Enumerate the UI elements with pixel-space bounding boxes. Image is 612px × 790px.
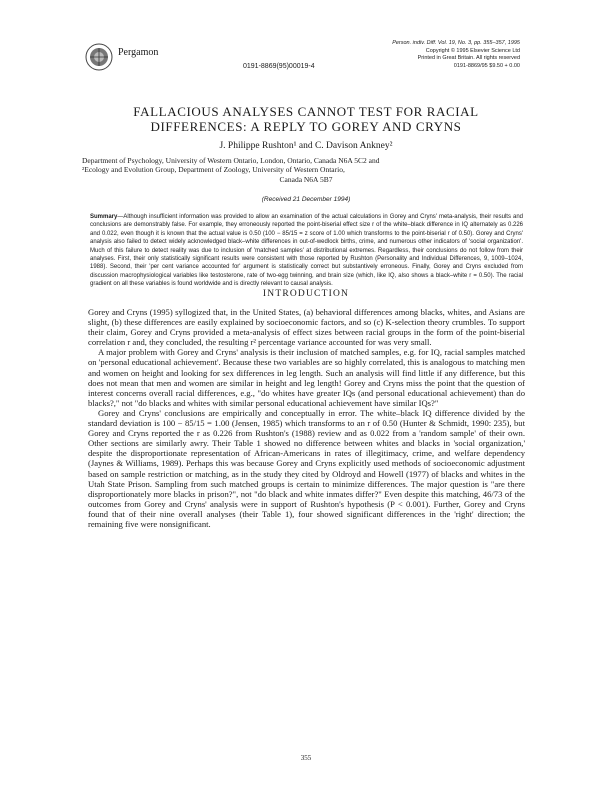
paragraph-3: Gorey and Cryns' conclusions are empirically and conceptually in error. The white–black IQ difference divided by the standard deviation is 100 − 85/15 = 1.00 (Jensen, 1985) which transforms to an r of 0.50 (Hunter & Schmidt, 1990: 235), but Gorey and Cryns reported the r as 0.226 from Rushton's (1988) review and as 0.022 from a 'random sample' of their own. Other sections are similarly awry. Their Table 1 showed no difference between whites and blacks in 'social organization,' despite the disproportionate representation of African-Americans in rates of illegitimacy, crime, and welfare dependency (Jaynes & Williams, 1989). Perhaps this was because Gorey and Cryns explicitly used methods of socioeconomic adjustment based on sample restriction or matching, as in the study they cited by Oldroyd and Howell (1977) of blacks and whites in the Utah State Prison. Sampling from such matched groups is certain to minimize differences. The major question is "are there disproportionately more blacks in prison?", not "do black and white inmates differ?" Even despite this matching, 46/73 of the outcomes from Gorey and Cryns' analysis were in support of Rushton's hypothesis (P < 0.001). Further, Gorey and Cryns found that of their nine overall analyses (their Table 1), four showed significant differences in the 'right' direction; the remaining five were nonsignificant. [88, 407, 525, 529]
title-line-2: DIFFERENCES: A REPLY TO GOREY AND CRYNS [150, 119, 462, 134]
abstract-label: Summary [90, 214, 118, 220]
received-date: (Received 21 December 1994) [261, 196, 351, 203]
journal-info [350, 40, 520, 70]
doi-code: 0191-8869(95)00019-4 [243, 63, 315, 70]
abstract-text: —Although insufficient information was provided to allow an examination of the actual calculations in Gorey and Cryns' meta-analysis, their results and conclusions are demonstrably false. For example, they erroneously reported the point-biserial effect size r of the white–black difference in IQ alternately as 0.226 and 0.022, even though it is known that the actual value is 0.50 (100 − 85/15 = z score of 1.00 which transforms to the point-biserial r of 0.50). Gorey and Cryns' analysis also failed to detect widely acknowledged black–white differences in out-of-wedlock births, crime, and numerous other indicators of 'social organization'. Much of this failure to detect reality was due to inclusion of 'matched samples' at distributional extremes. Regardless, their conclusions do not follow from their analyses. First, their only statistically significant results were consistent with those reported by Rushton (Personality and Individual Differences, 9, 1009–1024, 1988). Second, their 'per cent variance accounted for' argument is statistically correct but substantively erroneous. Finally, Gorey and Cryns excluded from discussion macrophysiological variables like testosterone, rate of two-egg twinning, and brain size (which, like IQ, also shows a black–white r = 0.50). The racial gradient on all these variables is found worldwide and is directly relevant to causal analysis. [90, 214, 523, 288]
printed-line: Printed in Great Britain. All rights reserved [417, 55, 520, 62]
price-code: 0191-8869/95 $9.50 + 0.00 [453, 62, 520, 69]
journal-citation: Person. indiv. Diff. Vol. 19, No. 3, pp. 355–357, 1995 [392, 40, 520, 46]
pergamon-logo-icon [84, 42, 114, 72]
section-heading: INTRODUCTION [262, 289, 350, 299]
title-line-1: FALLACIOUS ANALYSES CANNOT TEST FOR RACIAL [133, 104, 479, 119]
affiliations [82, 156, 530, 184]
paragraph-1: Gorey and Cryns (1995) syllogized that, in the United States, (a) behavioral differences among blacks, whites, and Asians are slight, (b) these differences are easily explained by socioeconomic factors, and so (c) K-selection theory crumbles. To support their claim, Gorey and Cryns provided a meta-analysis of effect sizes between racial groups in the form of the point-biserial correlation r and, they concluded, the resulting r² percentage variance accounted for was very small. [88, 307, 525, 348]
authors: J. Philippe Rushton¹ and C. Davison Ankney² [219, 141, 393, 151]
abstract [90, 213, 523, 289]
copyright-line: Copyright © 1995 Elsevier Science Ltd [425, 47, 520, 54]
affiliation-line-3: Canada N6A 5B7 [279, 174, 333, 184]
body-text [88, 307, 525, 529]
affiliation-line-2: ²Ecology and Evolution Group, Department of Zoology, University of Western Ontario, [82, 165, 345, 175]
paragraph-2: A major problem with Gorey and Cryns' analysis is their inclusion of matched samples, e.g. for IQ, racial samples matched on 'personal educational achievement'. Because these two variables are so highly correlated, this is analogous to matching men and women on height and looking for sex differences in leg length. Such an analysis will find little if any difference, but this does not mean that men and women are similar in height and leg length! Gorey and Cryns miss the point that the question of interest concerns overall racial differences, e.g., "do whites have greater IQs (and personal educational achievement) than do blacks?," not "do blacks and whites with similar personal educational achievement have similar IQs?" [88, 347, 525, 408]
page-number: 355 [300, 754, 312, 762]
publisher-name: Pergamon [118, 47, 159, 58]
article-title [90, 104, 522, 134]
affiliation-line-1: Department of Psychology, University of Western Ontario, London, Ontario, Canada N6A 5C2 and [82, 156, 380, 165]
